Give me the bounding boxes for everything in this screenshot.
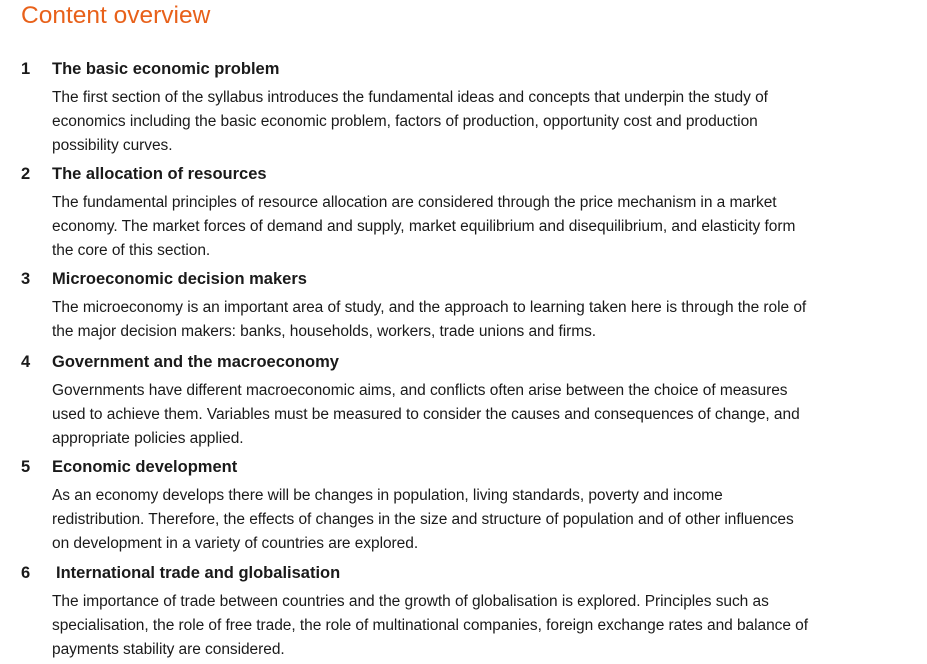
description-line: specialisation, the role of free trade, the role of multinational companies, foreign exchange rates and balance of [52,617,808,634]
description-line: used to achieve them. Variables must be measured to consider the causes and consequences of change, and [52,406,800,423]
description-line: redistribution. Therefore, the effects of changes in the size and structure of population and of other influences [52,511,794,528]
section-heading: The allocation of resources [52,165,267,183]
description-line: economics including the basic economic problem, factors of production, opportunity cost and production [52,113,758,130]
section-heading: International trade and globalisation [56,564,341,582]
section-heading: Microeconomic decision makers [52,270,307,288]
description-line: Governments have different macroeconomic aims, and conflicts often arise between the choice of measures [52,382,788,399]
section-description [52,590,914,662]
section-description [52,86,914,158]
section-number: 5 [21,458,31,476]
description-line: the core of this section. [52,242,211,259]
section-heading: The basic economic problem [52,60,280,78]
section-number: 3 [21,270,31,288]
section-description [52,484,914,556]
description-line: appropriate policies applied. [52,430,244,447]
section-number: 4 [21,353,31,371]
description-line: The microeconomy is an important area of study, and the approach to learning taken here is through the role of [52,299,807,316]
section-description [52,379,914,451]
description-line: The first section of the syllabus introduces the fundamental ideas and concepts that underpin the study of [52,89,768,106]
description-line: possibility curves. [52,137,173,154]
section-number: 6 [21,564,31,582]
description-line: economy. The market forces of demand and supply, market equilibrium and disequilibrium, and elasticity form [52,218,796,235]
section-number: 1 [21,60,31,78]
description-line: The importance of trade between countries and the growth of globalisation is explored. Principles such as [52,593,769,610]
section-number: 2 [21,165,31,183]
page-title: Content overview [21,2,211,29]
description-line: payments stability are considered. [52,641,285,658]
description-line: As an economy develops there will be changes in population, living standards, poverty and income [52,487,723,504]
description-line: the major decision makers: banks, households, workers, trade unions and firms. [52,323,597,340]
section-heading: Economic development [52,458,238,476]
section-description [52,191,914,263]
section-heading: Government and the macroeconomy [52,353,339,371]
description-line: The fundamental principles of resource allocation are considered through the price mechanism in a market [52,194,777,211]
description-line: on development in a variety of countries are explored. [52,535,419,552]
section-description [52,296,914,344]
